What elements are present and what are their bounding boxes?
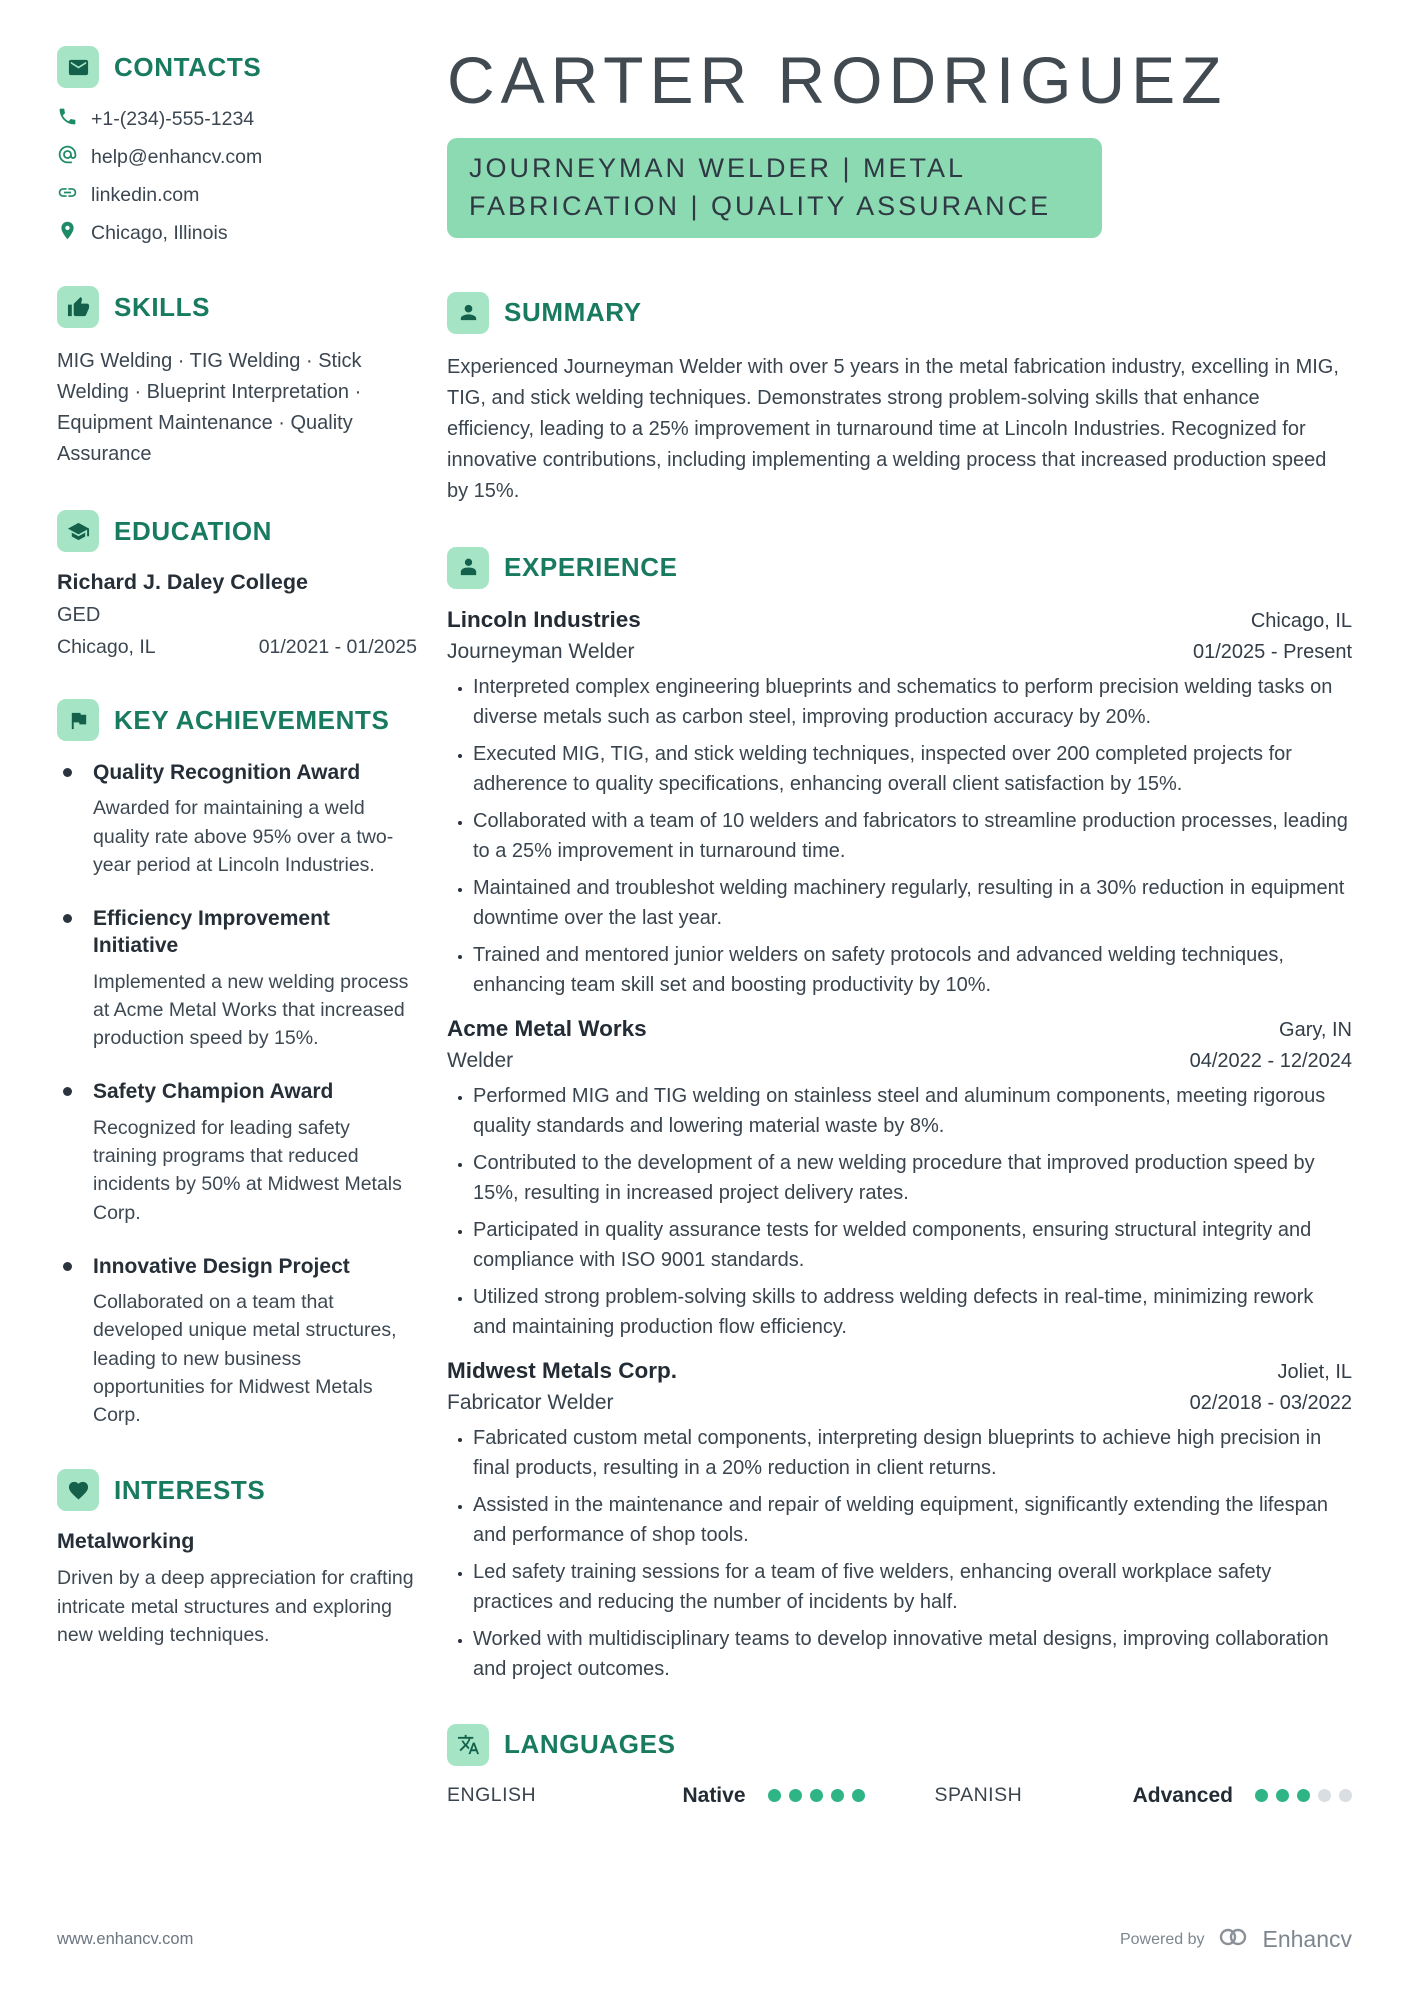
- interest-name: Metalworking: [57, 1529, 195, 1554]
- experience-title: EXPERIENCE: [504, 552, 678, 583]
- job-company: Acme Metal Works: [447, 1015, 647, 1041]
- proficiency-dot-filled: [768, 1789, 781, 1802]
- job-bullet: • Utilized strong problem-solving skills to address welding defects in real-time, minimizing rework and maintaining production flow efficiency.: [473, 1282, 1352, 1342]
- translate-icon: [447, 1724, 489, 1766]
- skills-section-header: [57, 286, 417, 328]
- proficiency-dot-filled: [789, 1789, 802, 1802]
- job-subheader-row: [447, 1391, 1352, 1415]
- linkedin-url: linkedin.com: [91, 183, 200, 206]
- achievement-title: Innovative Design Project: [93, 1254, 350, 1278]
- contact-email: [57, 144, 417, 170]
- bullet-dot: [63, 914, 72, 923]
- main-column: [447, 42, 1352, 1808]
- languages-row: [447, 1784, 1352, 1808]
- worker-person-icon: [447, 547, 489, 589]
- skills-title: SKILLS: [114, 291, 211, 322]
- achievement-title: Safety Champion Award: [93, 1080, 334, 1104]
- summary-title: SUMMARY: [504, 297, 642, 328]
- language-name: SPANISH: [934, 1784, 1023, 1807]
- job-company: Lincoln Industries: [447, 606, 641, 632]
- job-bullet: • Worked with multidisciplinary teams to develop innovative metal designs, improving collaboration and project outcomes.: [473, 1624, 1352, 1684]
- location-text: Chicago, Illinois: [91, 221, 228, 244]
- achievement-title: Efficiency Improvement Initiative: [93, 907, 330, 958]
- job-dates: 04/2022 - 12/2024: [1189, 1049, 1352, 1072]
- language-item: [447, 1784, 935, 1808]
- job-bullet-list: [447, 1081, 1352, 1342]
- contact-linkedin: [57, 182, 417, 208]
- interests-section-header: [57, 1469, 417, 1511]
- footer-website: www.enhancv.com: [57, 1930, 194, 1948]
- achievements-section-header: [57, 699, 417, 741]
- skills-list: MIG Welding · TIG Welding · Stick Welding · Blueprint Interpretation · Equipment Maintenance · Quality Assurance: [57, 350, 362, 465]
- education-degree: GED: [57, 604, 101, 626]
- job-bullet: • Assisted in the maintenance and repair of welding equipment, significantly extending the lifespan and performance of shop tools.: [473, 1490, 1352, 1550]
- job-bullet: • Fabricated custom metal components, interpreting design blueprints to achieve high precision in final products, resulting in a 20% reduction in client returns.: [473, 1423, 1352, 1483]
- job-role: Welder: [447, 1048, 514, 1072]
- job-dates: 01/2025 - Present: [1193, 640, 1352, 663]
- job-bullet: • Performed MIG and TIG welding on stainless steel and aluminum components, meeting rigorous quality standards and lowering material waste by 8%.: [473, 1081, 1352, 1141]
- job-header-row: [447, 1358, 1352, 1384]
- experience-section-header: [447, 547, 1352, 589]
- job-bullet: • Trained and mentored junior welders on safety protocols and advanced welding techniques, enhancing team skill set and boosting productivity by 10%.: [473, 940, 1352, 1000]
- email-at-icon: [57, 144, 78, 170]
- education-meta: [57, 636, 417, 659]
- phone-number: +1-(234)-555-1234: [91, 107, 255, 130]
- job-bullet: • Contributed to the development of a new welding procedure that improved production speed by 15%, resulting in increased project delivery rates.: [473, 1148, 1352, 1208]
- achievement-description: Recognized for leading safety training programs that reduced incidents by 50% at Midwest Metals Corp.: [93, 1116, 402, 1224]
- job-bullet: • Maintained and troubleshot welding machinery regularly, resulting in a 30% reduction in equipment downtime over the last year.: [473, 873, 1352, 933]
- language-item: [935, 1784, 1353, 1808]
- contact-phone: [57, 106, 417, 132]
- languages-title: LANGUAGES: [504, 1729, 676, 1760]
- proficiency-dot-filled: [1255, 1789, 1268, 1802]
- education-title: EDUCATION: [114, 515, 273, 546]
- job-role: Journeyman Welder: [447, 639, 635, 663]
- powered-by: [1120, 1926, 1352, 1953]
- job-bullet: • Executed MIG, TIG, and stick welding techniques, inspected over 200 completed projects for adherence to quality specifications, enhancing overall client satisfaction by 15%.: [473, 739, 1352, 799]
- experience-entry: [447, 1016, 1352, 1342]
- proficiency-dot-filled: [1276, 1789, 1289, 1802]
- proficiency-dot-filled: [852, 1789, 865, 1802]
- experience-entry: [447, 607, 1352, 1000]
- job-location: Gary, IN: [1279, 1018, 1352, 1041]
- location-pin-icon: [57, 220, 78, 246]
- job-bullet-list: [447, 1423, 1352, 1684]
- bullet-dot: [63, 1262, 72, 1271]
- achievement-item: [57, 1253, 417, 1430]
- proficiency-dot-filled: [1297, 1789, 1310, 1802]
- job-header-row: [447, 607, 1352, 633]
- achievements-title: KEY ACHIEVEMENTS: [114, 704, 390, 735]
- bullet-dot: [63, 768, 72, 777]
- achievement-description: Implemented a new welding process at Acme Metal Works that increased production speed by 15%.: [93, 970, 409, 1050]
- experience-entry: [447, 1358, 1352, 1684]
- person-icon: [447, 292, 489, 334]
- education-school: Richard J. Daley College: [57, 570, 308, 594]
- proficiency-dot-empty: [1339, 1789, 1352, 1802]
- powered-by-label: Powered by: [1119, 1930, 1205, 1948]
- job-location: Chicago, IL: [1250, 609, 1352, 632]
- education-location: Chicago, IL: [57, 636, 156, 658]
- job-header-row: [447, 1016, 1352, 1042]
- candidate-name: CARTER RODRIGUEZ: [447, 43, 1228, 117]
- language-proficiency-dots: [768, 1789, 865, 1802]
- job-location: Joliet, IL: [1277, 1360, 1352, 1383]
- graduation-cap-icon: [57, 510, 99, 552]
- achievement-description: Awarded for maintaining a weld quality rate above 95% over a two-year period at Lincoln Industries.: [93, 797, 394, 876]
- job-dates: 02/2018 - 03/2022: [1189, 1391, 1352, 1414]
- skills-hand-icon: [57, 286, 99, 328]
- summary-section-header: [447, 292, 1352, 334]
- job-bullet: • Collaborated with a team of 10 welders and fabricators to streamline production processes, leading to a 25% improvement in turnaround time.: [473, 806, 1352, 866]
- achievement-item: [57, 1078, 417, 1226]
- achievement-description: Collaborated on a team that developed unique metal structures, leading to new business opportunities for Midwest Metals Corp.: [93, 1291, 397, 1427]
- job-company: Midwest Metals Corp.: [447, 1357, 678, 1383]
- heart-icon: [57, 1469, 99, 1511]
- contacts-section-header: [57, 46, 417, 88]
- achievement-item: [57, 759, 417, 879]
- job-bullet-list: [447, 672, 1352, 1000]
- sidebar: [57, 42, 417, 1808]
- education-dates: 01/2021 - 01/2025: [258, 636, 417, 658]
- education-section-header: [57, 510, 417, 552]
- bullet-dot: [63, 1087, 72, 1096]
- job-bullet: • Participated in quality assurance tests for welded components, ensuring structural integrity and compliance with ISO 9001 standards.: [473, 1215, 1352, 1275]
- enhancv-brand-name: Enhancv: [1262, 1926, 1352, 1952]
- job-subheader-row: [447, 1049, 1352, 1073]
- page-footer: [57, 1926, 1352, 1953]
- proficiency-dot-empty: [1318, 1789, 1331, 1802]
- job-role: Fabricator Welder: [447, 1390, 614, 1414]
- enhancv-logo-icon: [1216, 1926, 1250, 1953]
- language-name: ENGLISH: [447, 1784, 537, 1807]
- achievement-title: Quality Recognition Award: [93, 761, 361, 784]
- flag-icon: [57, 699, 99, 741]
- contact-location: [57, 220, 417, 246]
- language-level: Advanced: [1132, 1783, 1233, 1807]
- headline-banner: JOURNEYMAN WELDER | METAL FABRICATION | QUALITY ASSURANCE: [447, 138, 1102, 238]
- job-bullet: • Interpreted complex engineering blueprints and schematics to perform precision welding tasks on diverse metals such as carbon steel, improving production accuracy by 20%.: [473, 672, 1352, 732]
- job-subheader-row: [447, 640, 1352, 664]
- proficiency-dot-filled: [831, 1789, 844, 1802]
- job-bullet: • Led safety training sessions for a team of five welders, enhancing overall workplace safety practices and reducing the number of incidents by half.: [473, 1557, 1352, 1617]
- achievement-item: [57, 905, 417, 1052]
- language-level: Native: [682, 1783, 746, 1807]
- interests-title: INTERESTS: [114, 1474, 266, 1505]
- email-address: help@enhancv.com: [91, 145, 263, 168]
- link-icon: [57, 182, 78, 208]
- proficiency-dot-filled: [810, 1789, 823, 1802]
- languages-section-header: [447, 1724, 1352, 1766]
- phone-icon: [57, 106, 78, 132]
- contacts-title: CONTACTS: [114, 51, 262, 82]
- summary-text: Experienced Journeyman Welder with over 5 years in the metal fabrication industry, excelling in MIG, TIG, and stick welding techniques. Demonstrates strong problem-solving skills that enhance efficiency, leading to a 25% improvement in turnaround time at Lincoln Industries. Recognized for innovative contributions, including implementing a welding process that increased production speed by 15%.: [447, 355, 1339, 502]
- interest-description: Driven by a deep appreciation for crafting intricate metal structures and exploring new welding techniques.: [57, 1567, 414, 1646]
- language-proficiency-dots: [1255, 1789, 1352, 1802]
- envelope-icon: [57, 46, 99, 88]
